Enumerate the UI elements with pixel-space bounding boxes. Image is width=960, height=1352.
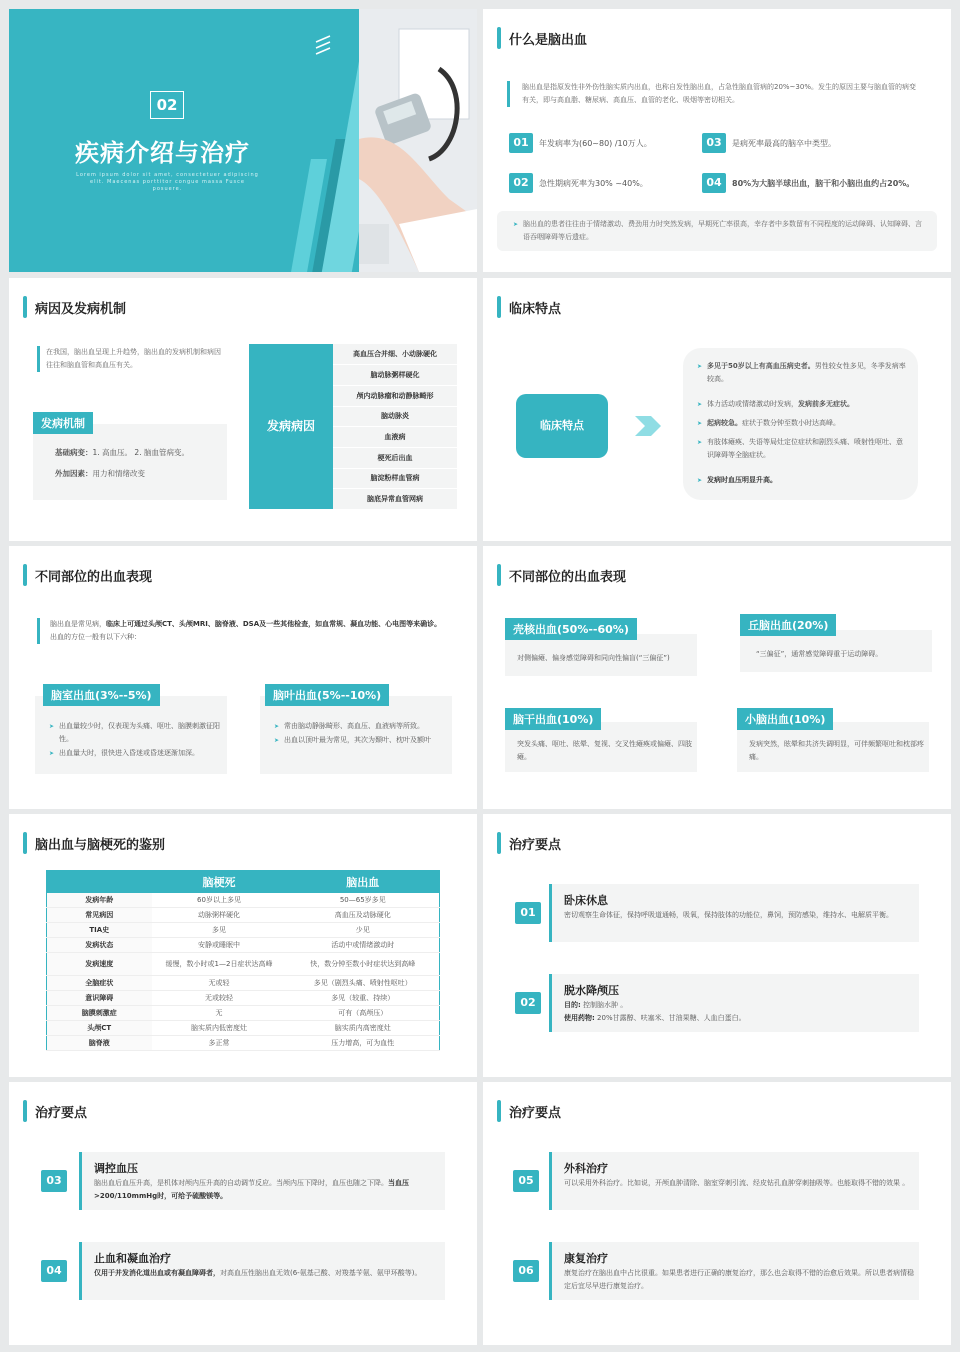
lines-icon — [314, 34, 334, 60]
treatment-text: 目的: 控制脑水肿 。 — [564, 1001, 628, 1009]
site-tag: 壳核出血(50%--60%) — [505, 618, 637, 640]
cause-item: 脑底异常血管网病 — [333, 489, 457, 510]
treatment-text: 密切观察生命体征，保持呼吸道通畅，吸氧，保持肢体的功能位，鼻饲，预防感染，维持水、电解质平衡。 — [564, 911, 893, 919]
causes-slide — [9, 278, 477, 541]
site-text: “三偏征”，通常感觉障碍重于运动障碍。 — [756, 650, 883, 658]
treatment-text: 脑出血后血压升高，是机体对颅内压升高的自动调节反应。当颅内压下降时，血压也随之下降。当血压>200/110mmHg时，可给予硫酸镁等。 — [94, 1179, 409, 1200]
fact-text: 年发病率为(60~80) /10万人。 — [539, 139, 652, 148]
bleeding-sites-slide-1 — [9, 546, 477, 809]
clinical-button: 临床特点 — [516, 394, 608, 458]
clinical-item: ➤ 多见于50岁以上有高血压病史者。男性较女性多见，冬季发病率较高。 — [697, 360, 907, 386]
site-tag: 小脑出血(10%) — [737, 708, 833, 730]
cause-item: 脑动脉炎 — [333, 406, 457, 427]
treatment-card — [549, 974, 919, 1032]
section-number: 02 — [150, 91, 184, 119]
clinical-item: ➤ 起病较急。症状于数分钟至数小时达高峰。 — [697, 417, 907, 430]
external-factor: 外加因素：用力和情绪改变 — [55, 469, 145, 478]
clinical-item: ➤ 发病时血压明显升高。 — [697, 474, 907, 487]
table-row: 全脑症状 无或轻 多见（剧烈头痛、喷射性呕吐） — [47, 976, 440, 991]
treatment-card — [549, 1152, 919, 1210]
cause-item: 血液病 — [333, 427, 457, 448]
table-row: 头颅CT 脑实质内低密度灶 脑实质内高密度灶 — [47, 1021, 440, 1036]
cause-item: 颅内动脉瘤和动静脉畸形 — [333, 385, 457, 406]
clinical-box — [683, 348, 918, 500]
slide-title: 治疗要点 — [23, 1102, 87, 1121]
basic-lesion: 基础病变：1. 高血压。 2. 脑血管病变。 — [55, 448, 189, 457]
site-item: ➤ 出血量较少时，仅表现为头痛、呕吐、脑膜刺激征阳性。 — [49, 720, 221, 746]
treatment-heading: 卧床休息 — [564, 894, 608, 907]
treatment-card — [549, 884, 919, 942]
what-is-slide — [483, 9, 951, 272]
treatment-card — [79, 1152, 445, 1210]
table-row: TIA史 多见 少见 — [47, 923, 440, 938]
fact-number: 04 — [702, 173, 726, 193]
table-row: 脑脊液 多正常 压力增高，可为血性 — [47, 1036, 440, 1051]
mechanism-tag: 发病机制 — [33, 412, 93, 434]
site-card — [740, 630, 932, 672]
treatment-slide-3 — [483, 1082, 951, 1345]
intro-text: 脑出血是指原发性非外伤性脑实质内出血，也称自发性脑出血，占急性脑血管病的20%~30%。发生的原因主要与脑血管的病变有关，即与高血脂、糖尿病、高血压、血管的老化、吸烟等密切相关。 — [507, 81, 917, 107]
treatment-text: 仅用于并发消化道出血或有凝血障碍者，对高血压性脑出血无效(6-氨基己酸、对羧基苄氨、氨甲环酸等)。 — [94, 1269, 422, 1277]
cover-title: 疾病介绍与治疗 — [75, 139, 250, 167]
note-text: ➤ 脑出血的患者往往由于情绪激动、费劲用力时突然发病，早期死亡率很高，幸存者中多数留有不同程度的运动障碍、认知障碍、言语吞咽障碍等后遗症。 — [513, 218, 923, 244]
treatment-heading: 康复治疗 — [564, 1252, 608, 1265]
clinical-item: ➤ 体力活动或情绪激动时发病，发病前多无症状。 — [697, 398, 907, 411]
site-tag: 丘脑出血(20%) — [740, 614, 836, 636]
treatment-number: 03 — [41, 1170, 67, 1192]
treatment-card — [79, 1242, 445, 1300]
cause-label: 发病病因 — [249, 344, 333, 509]
site-item: ➤ 出血以顶叶最为常见，其次为颞叶、枕叶及额叶 — [274, 734, 446, 747]
clinical-slide — [483, 278, 951, 541]
treatment-heading: 调控血压 — [94, 1162, 138, 1175]
fact-number: 01 — [509, 133, 533, 153]
site-card — [35, 696, 227, 774]
site-tag: 脑室出血(3%--5%) — [43, 684, 160, 706]
table-row: 发病年龄 60岁以上多见 50—65岁多见 — [47, 893, 440, 908]
treatment-card — [549, 1242, 919, 1300]
note-box — [497, 211, 937, 251]
treatment-number: 06 — [513, 1260, 539, 1282]
cover-subtitle: Lorem ipsum dolor sit amet, consectetuer adipiscing elit. Maecenas porttitor congue massa Fusce posuere. — [76, 172, 259, 192]
fact-text: 80%为大脑半球出血，脑干和小脑出血约占20%。 — [732, 179, 915, 188]
treatment-number: 01 — [515, 902, 541, 924]
slide-title: 什么是脑出血 — [497, 29, 587, 48]
table-header: 脑梗死 脑出血 — [47, 871, 440, 893]
site-item: ➤ 出血量大时，很快进入昏迷或昏迷逐渐加深。 — [49, 747, 221, 760]
treatment-heading: 外科治疗 — [564, 1162, 608, 1175]
treatment-slide-2 — [9, 1082, 477, 1345]
site-card — [505, 634, 697, 676]
table-row: 意识障碍 无或较轻 多见（较重、持续） — [47, 991, 440, 1006]
slide-title: 治疗要点 — [497, 834, 561, 853]
treatment-text: 使用药物: 20%甘露醇、呋塞米、甘油果糖、人血白蛋白。 — [564, 1014, 746, 1022]
site-tag: 脑干出血(10%) — [505, 708, 601, 730]
blood-pressure-monitor-image — [359, 9, 477, 272]
slide-title: 脑出血与脑梗死的鉴别 — [23, 834, 165, 853]
treatment-heading: 止血和凝血治疗 — [94, 1252, 171, 1265]
cause-item: 脑淀粉样血管病 — [333, 468, 457, 489]
intro-text: 在我国，脑出血呈现上升趋势，脑出血的发病机制和病因往往和脑血管和高血压有关。 — [37, 346, 227, 372]
arrow-right-icon — [633, 411, 663, 445]
site-tag: 脑叶出血(5%--10%) — [265, 684, 389, 706]
fact-text: 急性期病死率为30% ~40%。 — [539, 179, 648, 188]
site-text: 对侧偏瘫、偏身感觉障碍和同向性偏盲(“三偏征”) — [517, 654, 670, 662]
doctor-photo — [359, 9, 477, 272]
cause-item: 梗死后出血 — [333, 447, 457, 468]
fact-text: 是病死率最高的脑卒中类型。 — [732, 139, 836, 148]
treatment-number: 04 — [41, 1260, 67, 1282]
cover-slide — [9, 9, 477, 272]
mechanism-box — [33, 424, 227, 500]
table-row: 发病状态 安静或睡眠中 活动中或情绪激动时 — [47, 938, 440, 953]
slide-title: 病因及发病机制 — [23, 298, 126, 317]
cause-item: 高血压合并细、小动脉硬化 — [333, 344, 457, 365]
clinical-item: ➤ 有肢体瘫痪、失语等局灶定位症状和剧烈头痛、喷射性呕吐、意识障碍等全脑症状。 — [697, 436, 907, 462]
cause-list — [333, 344, 457, 510]
comparison-table — [46, 870, 440, 1051]
cause-item: 脑动脉粥样硬化 — [333, 365, 457, 386]
slide-title: 不同部位的出血表现 — [497, 566, 626, 585]
treatment-text: 可以采用外科治疗。比如说，开颅血肿清除、脑室穿刺引流、经皮钻孔血肿穿刺抽吸等。也能取得不错的效果 。 — [564, 1179, 910, 1187]
site-card — [260, 696, 452, 774]
bleeding-sites-slide-2 — [483, 546, 951, 809]
treatment-heading: 脱水降颅压 — [564, 984, 619, 997]
site-text: 突发头痛、呕吐、眩晕、复视、交叉性瘫痪或偏瘫、四肢瘫。 — [517, 740, 692, 761]
fact-number: 02 — [509, 173, 533, 193]
fact-number: 03 — [702, 133, 726, 153]
site-text: 发病突然，眩晕和共济失调明显，可伴频繁呕吐和枕部疼痛。 — [749, 740, 924, 761]
differential-slide — [9, 814, 477, 1077]
table-row: 发病速度 缓慢，数小时或1—2日症状达高峰 快，数分钟至数小时症状达到高峰 — [47, 953, 440, 976]
treatment-slide-1 — [483, 814, 951, 1077]
treatment-number: 05 — [513, 1170, 539, 1192]
slide-title: 不同部位的出血表现 — [23, 566, 152, 585]
intro-text: 脑出血是常见病，临床上可通过头颅CT、头颅MRI、脑脊液、DSA及一些其他检查，如血常规、凝血功能、心电图等来确诊。出血的方位一般有以下六种： — [37, 618, 447, 644]
site-item: ➤ 常由脑动静脉畸形、高血压、血液病等所致。 — [274, 720, 446, 733]
slide-title: 治疗要点 — [497, 1102, 561, 1121]
table-row: 常见病因 动脉粥样硬化 高血压及动脉硬化 — [47, 908, 440, 923]
table-row: 脑膜刺激症 无 可有（高颅压） — [47, 1006, 440, 1021]
treatment-text: 康复治疗在脑出血中占比很重。如果患者进行正确的康复治疗，那么也会取得不错的治愈后效果。所以患者病情稳定后宜尽早进行康复治疗。 — [564, 1269, 914, 1290]
slide-title: 临床特点 — [497, 298, 561, 317]
treatment-number: 02 — [515, 992, 541, 1014]
